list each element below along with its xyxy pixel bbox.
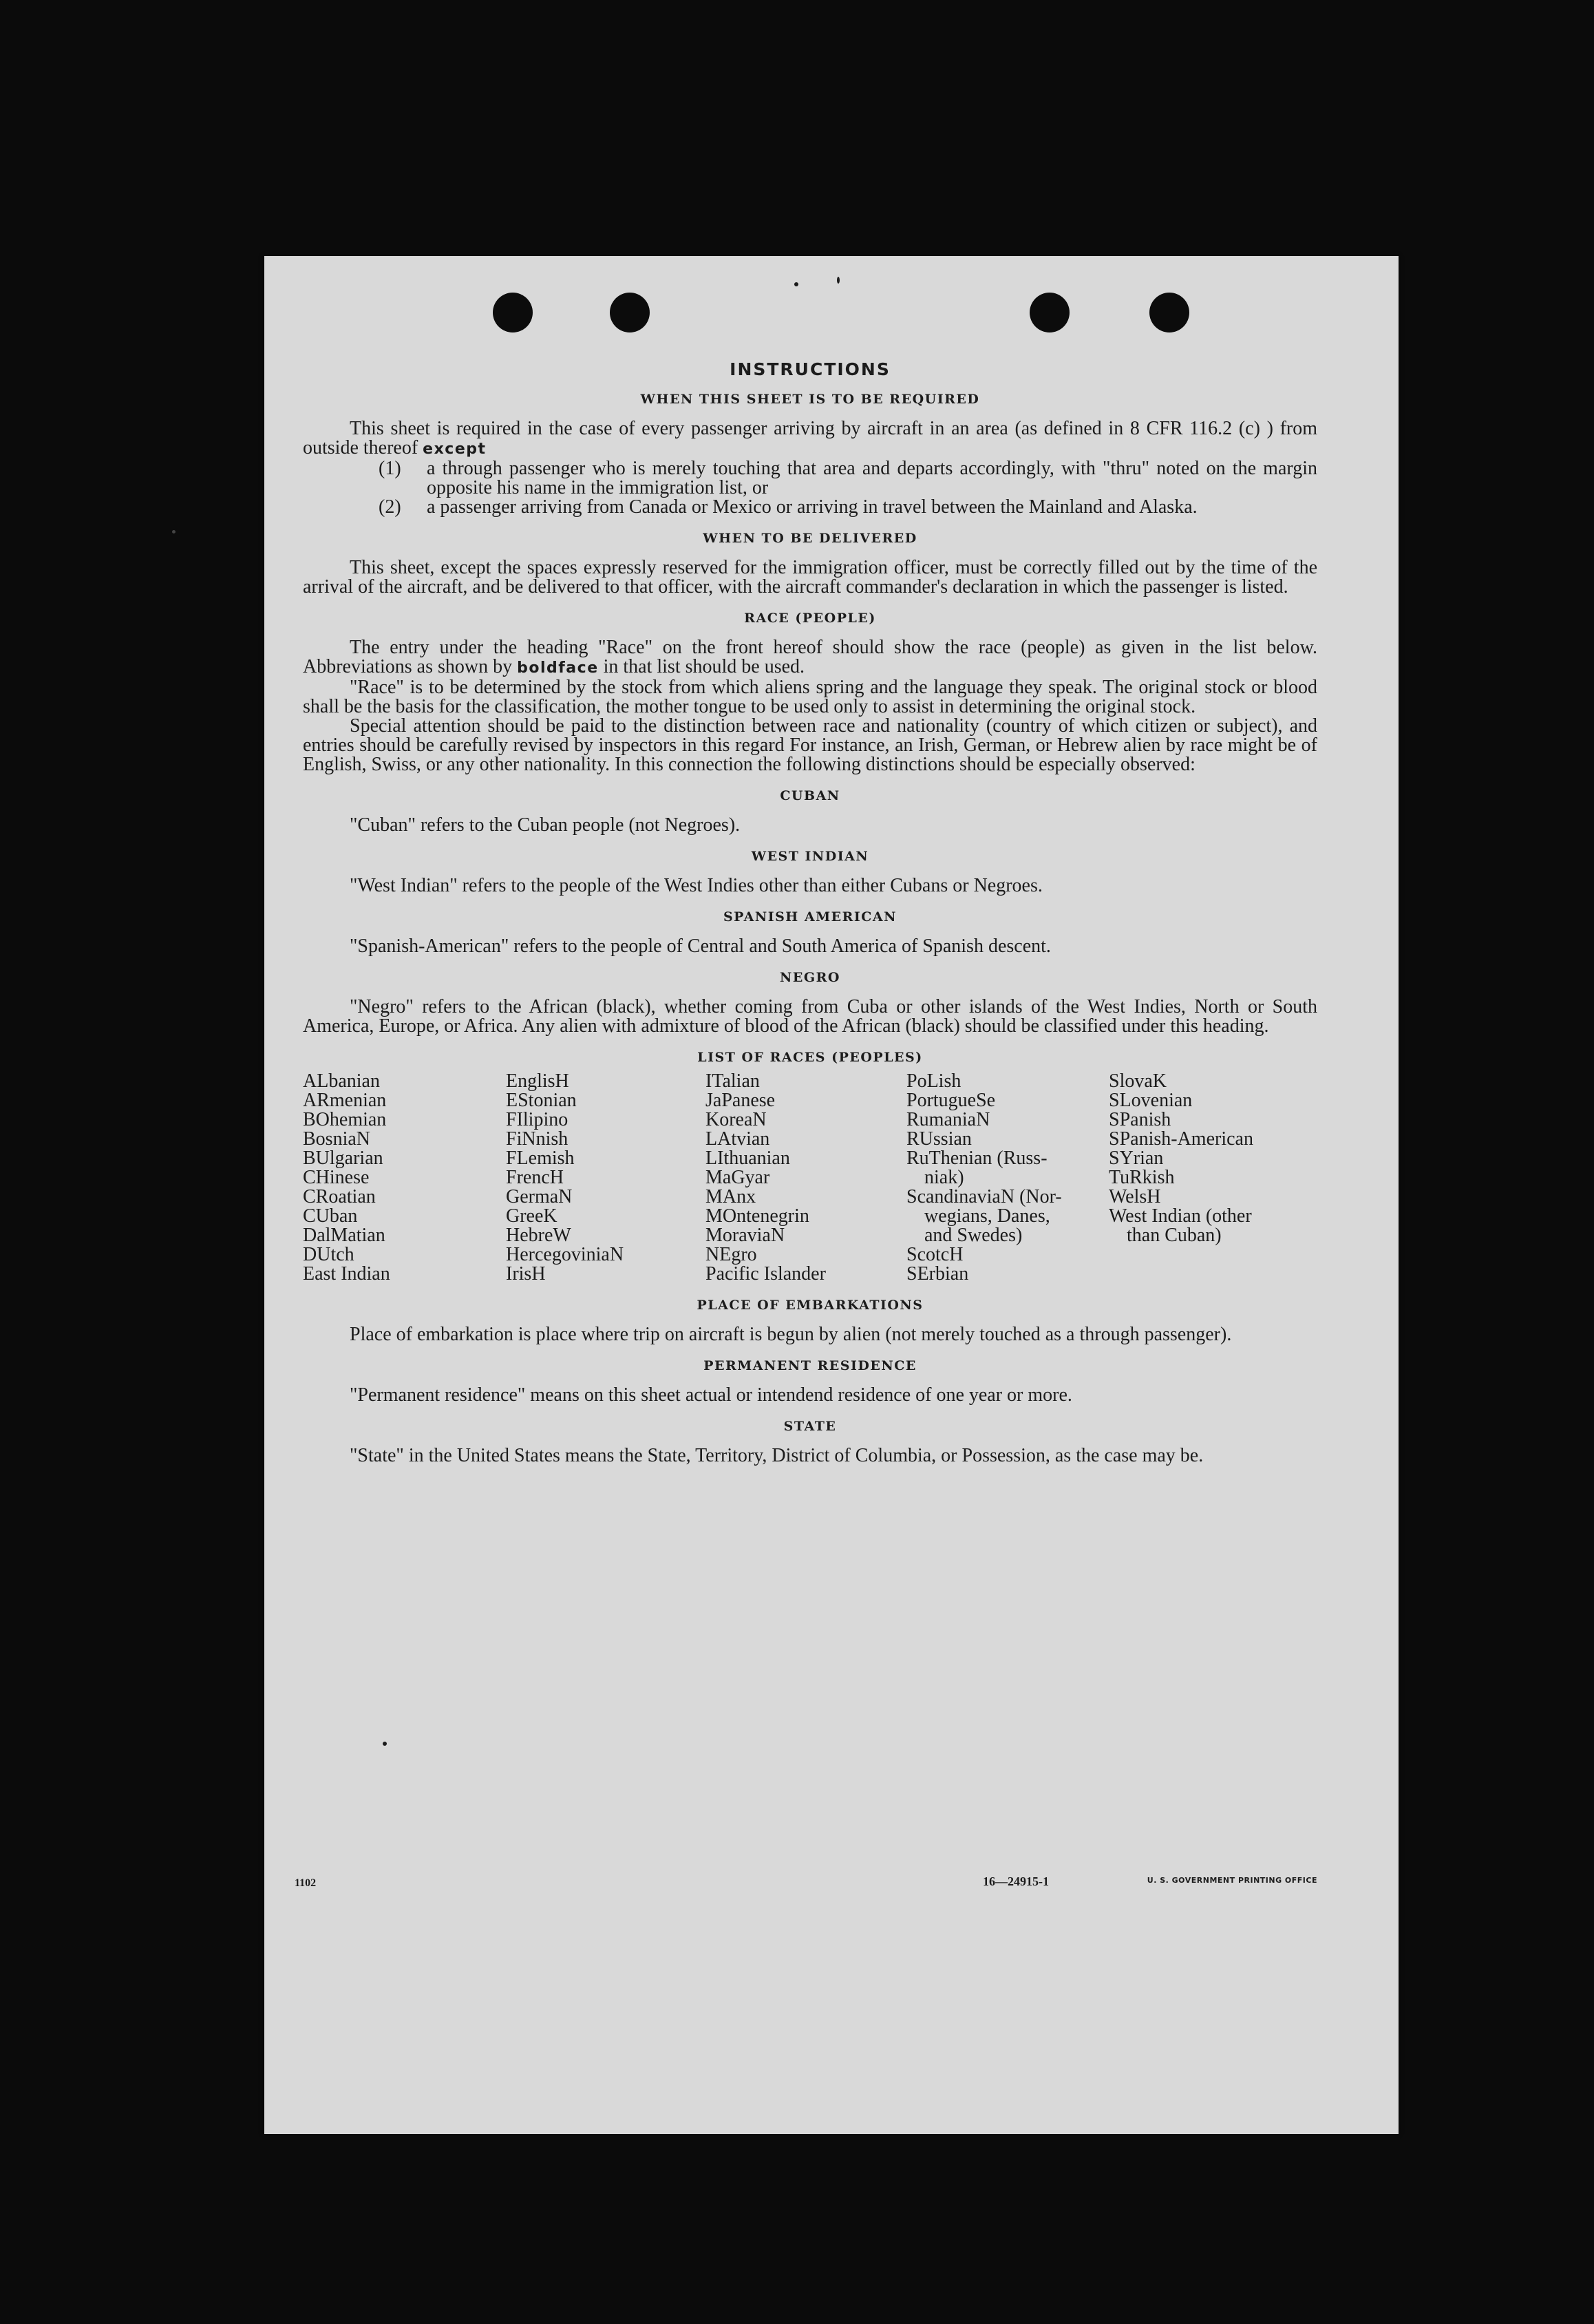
race-entry: SPanish-American bbox=[1109, 1128, 1253, 1150]
speck bbox=[794, 282, 798, 286]
emphasis-text: boldface bbox=[517, 659, 599, 677]
paragraph bbox=[303, 638, 1317, 678]
race-entry: SLovenian bbox=[1109, 1090, 1193, 1111]
race-entry: MaGyar bbox=[705, 1167, 770, 1188]
document-page bbox=[264, 256, 1399, 2134]
race-entry: BUlgarian bbox=[303, 1148, 383, 1169]
item-text: a passenger arriving from Canada or Mexico or arriving in travel between the Mainland and Alaska. bbox=[427, 496, 1198, 518]
paragraph-text: The entry under the heading "Race" on the front hereof should show the race (people) as given in the list below. Abbreviations as shown by bbox=[303, 637, 1317, 677]
race-entry: DalMatian bbox=[303, 1225, 385, 1246]
speck bbox=[383, 1742, 387, 1746]
race-entry: FIlipino bbox=[506, 1109, 568, 1130]
paragraph-text: in that list should be used. bbox=[603, 656, 805, 677]
paragraph: "State" in the United States means the State, Territory, District of Columbia, or Possession, as the case may be. bbox=[350, 1445, 1204, 1466]
race-entry: MoraviaN bbox=[705, 1225, 785, 1246]
section-heading: STATE bbox=[783, 1419, 837, 1434]
race-entry: KoreaN bbox=[705, 1109, 767, 1130]
section-heading: LIST OF RACES (PEOPLES) bbox=[697, 1050, 923, 1065]
race-entry-continued: niak) bbox=[924, 1167, 964, 1188]
emphasis-text: except bbox=[423, 441, 487, 458]
item-number: (2) bbox=[379, 496, 401, 518]
page-footer bbox=[295, 1874, 1317, 1898]
race-column bbox=[1109, 1072, 1308, 1284]
race-entry: BosniaN bbox=[303, 1128, 370, 1150]
section-heading: RACE (PEOPLE) bbox=[744, 611, 876, 626]
race-entry: TuRkish bbox=[1109, 1167, 1175, 1188]
form-number: 1102 bbox=[295, 1877, 317, 1889]
punch-hole bbox=[493, 293, 533, 332]
race-entry-continued: and Swedes) bbox=[924, 1225, 1023, 1246]
race-entry: CRoatian bbox=[303, 1186, 376, 1207]
race-entry: NEgro bbox=[705, 1244, 757, 1265]
paragraph-text: This sheet is required in the case of every passenger arriving by aircraft in an area (as defined in 8 CFR 116.2 (c) ) from outside thereof bbox=[303, 418, 1317, 458]
race-entry: SErbian bbox=[906, 1263, 969, 1285]
paragraph bbox=[303, 419, 1317, 459]
punch-hole bbox=[610, 293, 650, 332]
race-entry: WelsH bbox=[1109, 1186, 1161, 1207]
race-column bbox=[303, 1072, 506, 1284]
race-entry: SYrian bbox=[1109, 1148, 1164, 1169]
section-heading: PLACE OF EMBARKATIONS bbox=[697, 1298, 924, 1313]
section-heading: NEGRO bbox=[780, 970, 840, 985]
race-entry: West Indian (other bbox=[1109, 1205, 1252, 1227]
paragraph: Special attention should be paid to the distinction between race and nationality (country of which citizen or subject), and entries should be carefully revised by inspectors in this regard For instance, an Irish, German, or Hebrew alien by race might be of English, Swiss, or any other nationality. In this connection the following distinctions should be especially observed: bbox=[303, 715, 1317, 775]
race-entry: RUssian bbox=[906, 1128, 972, 1150]
page-title: INSTRUCTIONS bbox=[730, 359, 891, 379]
race-entry: EStonian bbox=[506, 1090, 577, 1111]
race-entry: HebreW bbox=[506, 1225, 571, 1246]
race-entry: MAnx bbox=[705, 1186, 756, 1207]
punch-hole bbox=[1149, 293, 1189, 332]
race-entry: JaPanese bbox=[705, 1090, 776, 1111]
race-entry: HercegoviniaN bbox=[506, 1244, 624, 1265]
race-entry: LIthuanian bbox=[705, 1148, 790, 1169]
race-entry: PoLish bbox=[906, 1070, 961, 1092]
race-entry: East Indian bbox=[303, 1263, 390, 1285]
speck bbox=[172, 530, 176, 534]
race-entry-continued: wegians, Danes, bbox=[924, 1205, 1050, 1227]
race-entry: DUtch bbox=[303, 1244, 354, 1265]
instructions-body bbox=[303, 359, 1317, 1466]
paragraph: "Permanent residence" means on this sheet actual or intendend residence of one year or more. bbox=[350, 1384, 1072, 1406]
paragraph: "West Indian" refers to the people of the West Indies other than either Cubans or Negroes. bbox=[350, 875, 1043, 896]
paragraph: "Cuban" refers to the Cuban people (not Negroes). bbox=[350, 814, 741, 836]
paragraph: This sheet, except the spaces expressly reserved for the immigration officer, must be correctly filled out by the time of the arrival of the aircraft, and be delivered to that officer, with the aircraft commander's declaration in which the passenger is listed. bbox=[303, 557, 1317, 598]
race-entry: ITalian bbox=[705, 1070, 760, 1092]
section-heading: PERMANENT RESIDENCE bbox=[703, 1358, 917, 1373]
list-item bbox=[303, 459, 1317, 498]
race-entry: FLemish bbox=[506, 1148, 575, 1169]
race-entry: FrencH bbox=[506, 1167, 564, 1188]
race-entry: RuThenian (Russ- bbox=[906, 1148, 1048, 1169]
section-heading: WEST INDIAN bbox=[751, 849, 869, 864]
paragraph: Place of embarkation is place where trip on aircraft is begun by alien (not merely touched as a through passenger). bbox=[350, 1324, 1232, 1345]
race-column bbox=[705, 1072, 906, 1284]
section-heading: CUBAN bbox=[780, 788, 840, 803]
paragraph: "Negro" refers to the African (black), whether coming from Cuba or other islands of the West Indies, North or South America, Europe, or Africa. Any alien with admixture of blood of the African (black) should be classified under this heading. bbox=[303, 996, 1317, 1037]
section-heading: WHEN THIS SHEET IS TO BE REQUIRED bbox=[640, 392, 980, 407]
item-text: a through passenger who is merely touching that area and departs accordingly, with "thru" noted on the margin opposite his name in the immigration list, or bbox=[427, 458, 1317, 498]
race-entry: PortugueSe bbox=[906, 1090, 996, 1111]
race-column bbox=[906, 1072, 1109, 1284]
race-entry: CUban bbox=[303, 1205, 358, 1227]
race-entry: SlovaK bbox=[1109, 1070, 1167, 1092]
paragraph: "Spanish-American" refers to the people of Central and South America of Spanish descent. bbox=[350, 936, 1051, 957]
race-entry: ALbanian bbox=[303, 1070, 380, 1092]
race-list bbox=[303, 1072, 1317, 1284]
print-code: 16—24915-1 bbox=[983, 1874, 1049, 1888]
section-heading: SPANISH AMERICAN bbox=[723, 909, 897, 925]
race-entry: ScotcH bbox=[906, 1244, 964, 1265]
speck bbox=[837, 277, 840, 284]
race-entry: ScandinaviaN (Nor- bbox=[906, 1186, 1062, 1207]
race-entry: RumaniaN bbox=[906, 1109, 990, 1130]
paragraph: "Race" is to be determined by the stock from which aliens spring and the language they speak. The original stock or blood shall be the basis for the classification, the mother tongue to be used only to assist in determining the original stock. bbox=[303, 677, 1317, 717]
race-entry: IrisH bbox=[506, 1263, 546, 1285]
race-entry: GreeK bbox=[506, 1205, 557, 1227]
race-entry: LAtvian bbox=[705, 1128, 770, 1150]
printer-imprint: U. S. GOVERNMENT PRINTING OFFICE bbox=[1147, 1876, 1317, 1885]
race-entry: MOntenegrin bbox=[705, 1205, 809, 1227]
race-column bbox=[506, 1072, 705, 1284]
item-number: (1) bbox=[379, 458, 401, 479]
race-entry: SPanish bbox=[1109, 1109, 1171, 1130]
race-entry: GermaN bbox=[506, 1186, 573, 1207]
race-entry: ARmenian bbox=[303, 1090, 387, 1111]
race-entry: FiNnish bbox=[506, 1128, 568, 1150]
race-entry: EnglisH bbox=[506, 1070, 569, 1092]
punch-hole bbox=[1030, 293, 1070, 332]
race-entry-continued: than Cuban) bbox=[1127, 1225, 1222, 1246]
race-entry: Pacific Islander bbox=[705, 1263, 826, 1285]
section-heading: WHEN TO BE DELIVERED bbox=[703, 531, 917, 546]
list-item bbox=[303, 498, 1317, 517]
race-entry: CHinese bbox=[303, 1167, 370, 1188]
race-entry: BOhemian bbox=[303, 1109, 387, 1130]
